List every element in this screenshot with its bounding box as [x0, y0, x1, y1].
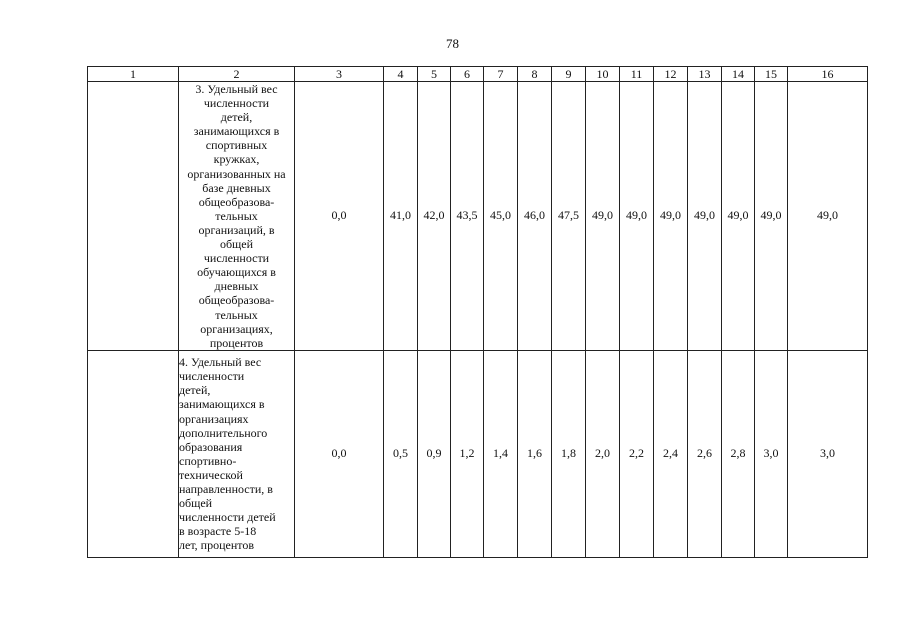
value-cell: 49,0 — [722, 82, 755, 351]
value-cell: 2,0 — [586, 350, 620, 557]
column-header: 13 — [688, 67, 722, 82]
value-cell: 43,5 — [451, 82, 484, 351]
indicator-description: 3. Удельный вес численности детей, занимающихся в спортивных кружках, организованных на базе дневных общеобразова- тельных организаций, в общей численности обучающихся в дневных общеобразова- тельных организациях, процентов — [179, 82, 295, 351]
row-number-cell — [88, 350, 179, 557]
column-header: 4 — [384, 67, 418, 82]
value-cell: 1,2 — [451, 350, 484, 557]
value-cell: 1,4 — [484, 350, 518, 557]
column-header: 16 — [788, 67, 868, 82]
column-header: 11 — [620, 67, 654, 82]
value-cell: 0,5 — [384, 350, 418, 557]
indicators-table — [87, 66, 868, 558]
column-header: 12 — [654, 67, 688, 82]
column-header: 14 — [722, 67, 755, 82]
value-cell: 1,6 — [518, 350, 552, 557]
column-number-row — [88, 67, 868, 82]
value-cell: 49,0 — [620, 82, 654, 351]
column-header: 6 — [451, 67, 484, 82]
value-cell: 49,0 — [788, 82, 868, 351]
value-cell: 45,0 — [484, 82, 518, 351]
page-number: 78 — [446, 36, 459, 51]
value-cell: 0,0 — [295, 82, 384, 351]
table-row — [88, 82, 868, 351]
column-header: 15 — [755, 67, 788, 82]
value-cell: 49,0 — [688, 82, 722, 351]
column-header: 3 — [295, 67, 384, 82]
value-cell: 3,0 — [755, 350, 788, 557]
value-cell: 41,0 — [384, 82, 418, 351]
value-cell: 46,0 — [518, 82, 552, 351]
table-row — [88, 350, 868, 557]
value-cell: 2,8 — [722, 350, 755, 557]
column-header: 8 — [518, 67, 552, 82]
column-header: 2 — [179, 67, 295, 82]
value-cell: 0,0 — [295, 350, 384, 557]
value-cell: 2,4 — [654, 350, 688, 557]
column-header: 10 — [586, 67, 620, 82]
value-cell: 2,2 — [620, 350, 654, 557]
value-cell: 49,0 — [654, 82, 688, 351]
value-cell: 42,0 — [418, 82, 451, 351]
indicator-description: 4. Удельный вес численности детей, занимающихся в организациях дополнительного образования спортивно- технической направленности, в общей численности детей в возрасте 5-18 лет, процентов — [179, 350, 295, 557]
column-header: 5 — [418, 67, 451, 82]
value-cell: 3,0 — [788, 350, 868, 557]
value-cell: 47,5 — [552, 82, 586, 351]
value-cell: 49,0 — [586, 82, 620, 351]
column-header: 7 — [484, 67, 518, 82]
row-number-cell — [88, 82, 179, 351]
column-header: 9 — [552, 67, 586, 82]
value-cell: 1,8 — [552, 350, 586, 557]
value-cell: 2,6 — [688, 350, 722, 557]
column-header: 1 — [88, 67, 179, 82]
value-cell: 0,9 — [418, 350, 451, 557]
value-cell: 49,0 — [755, 82, 788, 351]
